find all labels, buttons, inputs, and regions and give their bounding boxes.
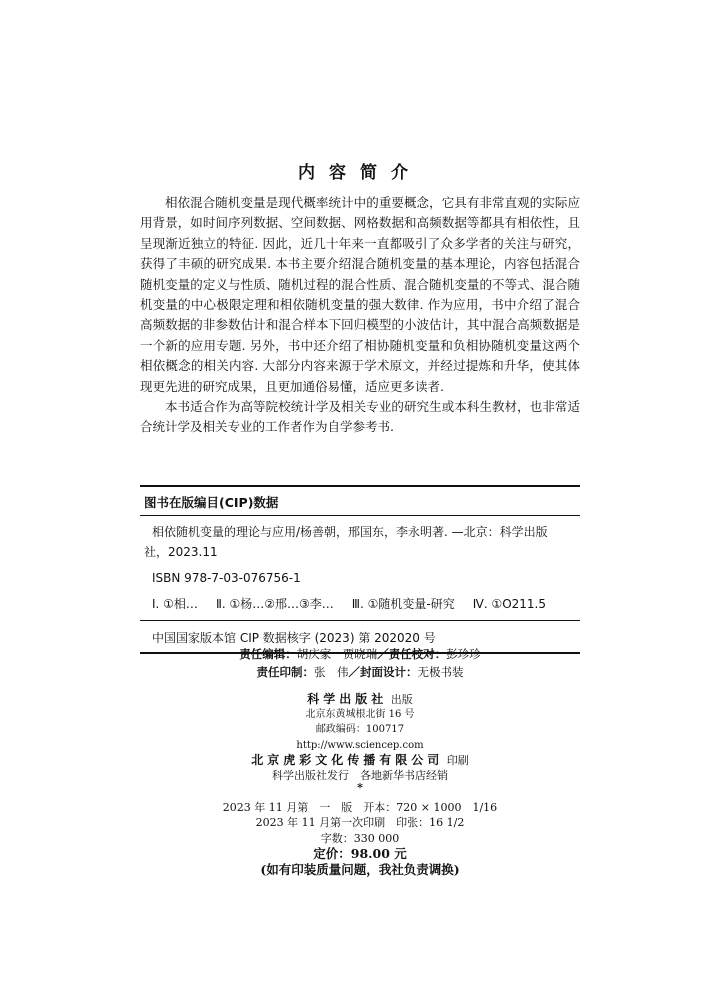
publisher-url: http://www.sciencep.com — [296, 739, 424, 751]
summary-title: 内容简介 — [298, 163, 422, 183]
publisher-name: 科学出版社 — [307, 692, 388, 706]
cip-record-line: 社，2023.11 — [144, 545, 218, 559]
quality-note: (如有印装质量问题，我社负责调换) — [260, 861, 460, 877]
cip-class-item: Ⅲ. ①随机变量-研究 — [351, 597, 455, 611]
cip-heading: 图书在版编目(CIP)数据 — [144, 495, 279, 510]
publisher-suffix: 出版 — [390, 693, 413, 706]
publisher-postcode: 邮政编码：100717 — [315, 724, 405, 736]
publisher-line — [0, 692, 720, 707]
proof-name: 彭珍珍 — [446, 647, 481, 661]
editors-label: 责任编辑： — [239, 647, 297, 661]
summary-paragraph: 相依混合随机变量是现代概率统计中的重要概念，它具有非常直观的实际应用背景，如时间序列数据、空间数据、网格数据和高频数据等都具有相依性，且呈现渐近独立的特征. 因此，近几十年来一直都吸引了众多学者的关注与研究，获得了丰硕的研究成果. 本书主要介绍混合随机变量的基本理论，内容包括混合随机变量的定义与性质、随机过程的混合性质、混合随机变量的不等式、混合随机变量的中心极限定理和相依随机变量的强大数律. 作为应用，书中介绍了混合高频数据的非参数估计和混合样本下回归模型的小波估计，其中混合高频数据是一个新的应用专题. 另外，书中还介绍了相协随机变量和负相协随机变量这两个相依概念的相关内容. 大部分内容来源于学术原文，并经过提炼和升华，使其体现更先进的研究成果，且更加通俗易懂，适应更多读者. — [140, 195, 580, 394]
printer-suffix: 印刷 — [446, 753, 469, 767]
print-name: 张 伟 — [314, 665, 349, 679]
cover-name: 无极书装 — [417, 665, 464, 679]
cip-classification — [140, 594, 580, 614]
publisher-info — [0, 692, 720, 793]
cip-class-item: Ⅳ. ①O211.5 — [472, 597, 547, 611]
print-label: 责任印制： — [256, 665, 314, 679]
cip-class-item: Ⅰ. ①相… — [152, 597, 198, 611]
edition-line: 2023 年 11 月第 一 版 开本：720 × 1000 1/16 — [222, 801, 498, 814]
cip-isbn: ISBN 978-7-03-076756-1 — [152, 571, 301, 585]
cover-label: ／封面设计： — [348, 665, 418, 679]
word-count: 字数：330 000 — [320, 831, 400, 845]
separator-star: * — [357, 781, 363, 795]
printer-name: 北京虎彩文化传播有限公司 — [251, 752, 444, 767]
price: 定价：98.00 元 — [313, 846, 407, 862]
summary-paragraph: 本书适合作为高等院校统计学及相关专业的研究生或本科生教材，也非常适合统计学及相关专业的工作者作为自学参考书. — [140, 399, 580, 435]
distribution: 科学出版社发行 各地新华书店经销 — [272, 769, 448, 783]
impression-line: 2023 年 11 月第一次印刷 印张：16 1/2 — [255, 816, 465, 830]
proof-label: ／责任校对： — [377, 647, 447, 661]
staff-line-editors — [0, 645, 720, 663]
summary-body — [140, 193, 580, 438]
staff-line-print — [0, 663, 720, 681]
cip-check-number: 中国国家版本馆 CIP 数据核字 (2023) 第 202020 号 — [152, 631, 436, 645]
cip-class-item: Ⅱ. ①杨…②邢…③李… — [215, 597, 334, 611]
cip-block — [140, 485, 580, 654]
cip-record-line: 相依随机变量的理论与应用/杨善朝，邢国东，李永明著. —北京：科学出版 — [152, 525, 548, 539]
staff-credits — [0, 645, 720, 681]
publisher-address: 北京东黄城根北街 16 号 — [305, 709, 415, 721]
printing-info — [0, 800, 720, 877]
editors-names: 胡庆家 贾晓瑞 — [296, 647, 378, 661]
printer-line — [0, 753, 720, 768]
